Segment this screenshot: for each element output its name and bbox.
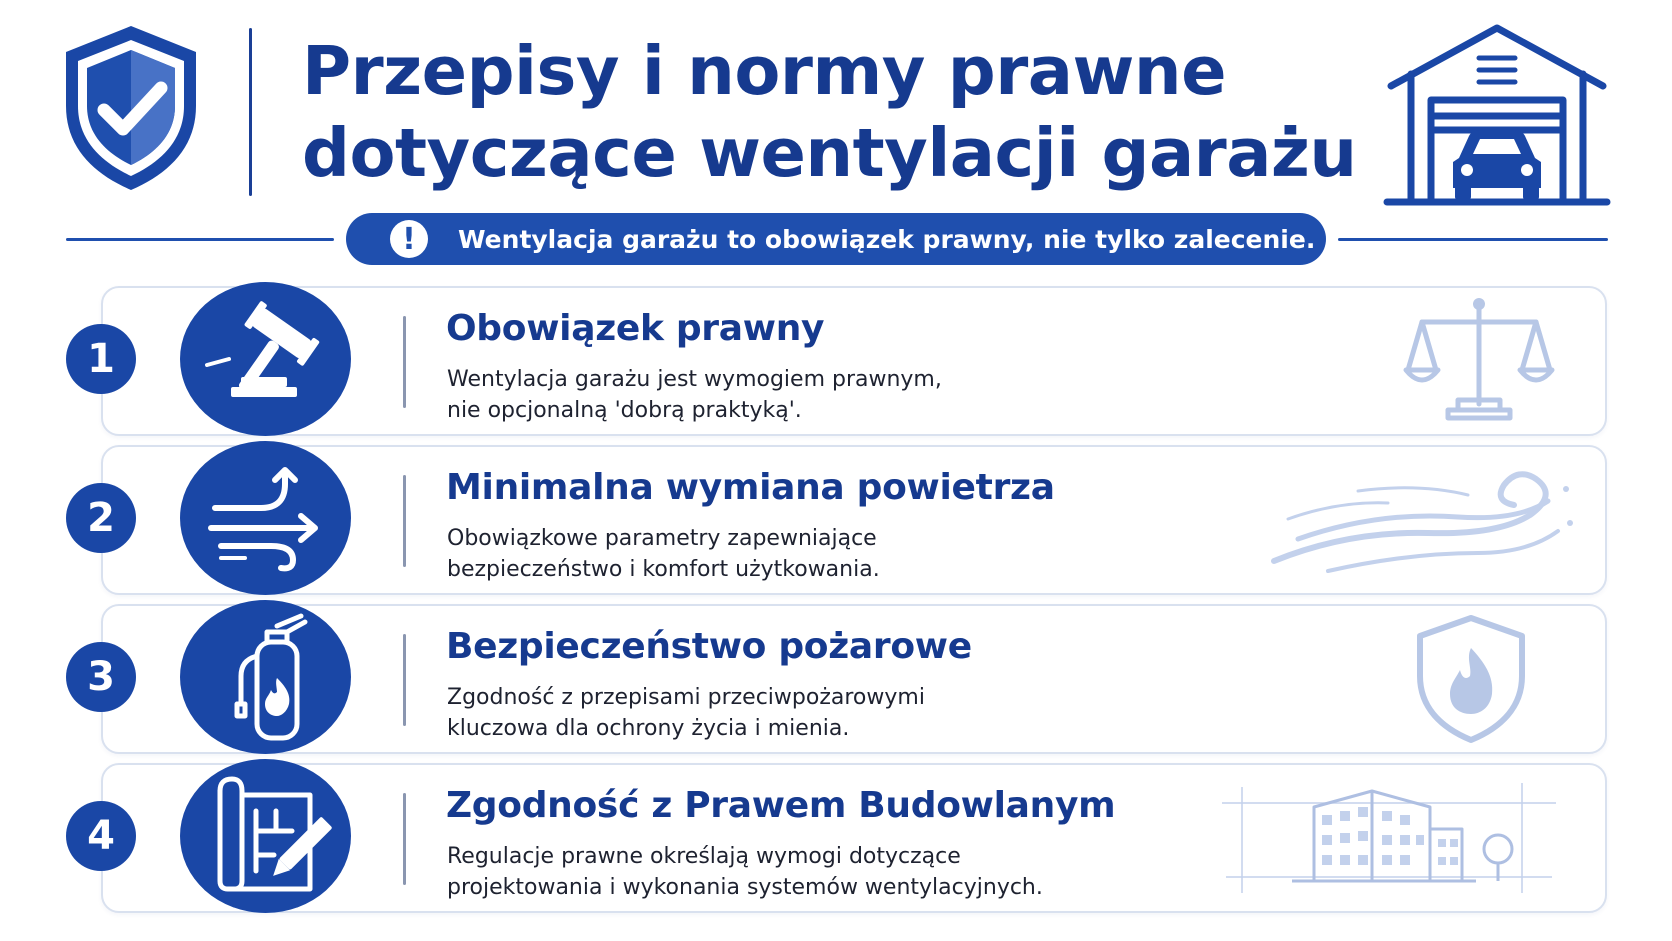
item-number-badge: 1: [66, 324, 136, 394]
exclamation-icon: !: [390, 220, 428, 258]
notice-rule-right: [1338, 238, 1608, 241]
item-description: [447, 682, 925, 744]
notice-text: Wentylacja garażu to obowiązek prawny, nie tylko zalecenie.: [458, 224, 1316, 254]
building-sketch-icon: [1222, 777, 1556, 899]
item-divider: [403, 316, 406, 408]
item-divider: [403, 793, 406, 885]
list-item: [0, 763, 1672, 913]
item-description-line-1: Regulacje prawne określają wymogi dotyczące: [447, 844, 961, 869]
scales-of-justice-icon: [1402, 294, 1556, 424]
fire-extinguisher-icon: [201, 612, 331, 742]
item-icon-circle: [180, 600, 351, 754]
shield-check-icon: [60, 22, 202, 194]
garage-car-icon: [1383, 22, 1611, 206]
page-title-line-2: dotyczące wentylacji garażu: [302, 114, 1357, 192]
item-description-line-1: Obowiązkowe parametry zapewniające: [447, 526, 877, 551]
item-description: [447, 841, 1043, 903]
item-divider: [403, 634, 406, 726]
blueprint-pencil-icon: [196, 771, 336, 901]
notice-banner: [346, 213, 1326, 265]
fire-shield-icon: [1414, 614, 1528, 744]
item-divider: [403, 475, 406, 567]
gavel-icon: [201, 299, 331, 419]
item-number-badge: 2: [66, 483, 136, 553]
notice-rule-left: [66, 238, 334, 241]
header-divider: [249, 28, 252, 196]
item-description: [447, 364, 942, 426]
item-title: Zgodność z Prawem Budowlanym: [446, 785, 1116, 826]
item-number-badge: 4: [66, 801, 136, 871]
item-icon-circle: [180, 282, 351, 436]
item-description-line-1: Zgodność z przepisami przeciwpożarowymi: [447, 685, 925, 710]
item-title: Bezpieczeństwo pożarowe: [446, 626, 972, 667]
item-description-line-2: nie opcjonalną 'dobrą praktyką'.: [447, 398, 802, 423]
airflow-arrows-icon: [201, 458, 331, 578]
item-description: [447, 523, 880, 585]
list-item: [0, 445, 1672, 595]
item-title: Obowiązek prawny: [446, 308, 825, 349]
list-item: [0, 604, 1672, 754]
item-icon-circle: [180, 759, 351, 913]
item-title: Minimalna wymiana powietrza: [446, 467, 1055, 508]
item-icon-circle: [180, 441, 351, 595]
page-title-line-1: Przepisy i normy prawne: [302, 32, 1227, 110]
wind-swirl-icon: [1268, 461, 1574, 577]
item-description-line-2: kluczowa dla ochrony życia i mienia.: [447, 716, 850, 741]
item-description-line-1: Wentylacja garażu jest wymogiem prawnym,: [447, 367, 942, 392]
item-description-line-2: projektowania i wykonania systemów wentylacyjnych.: [447, 875, 1043, 900]
item-number-badge: 3: [66, 642, 136, 712]
list-item: [0, 286, 1672, 436]
item-description-line-2: bezpieczeństwo i komfort użytkowania.: [447, 557, 880, 582]
